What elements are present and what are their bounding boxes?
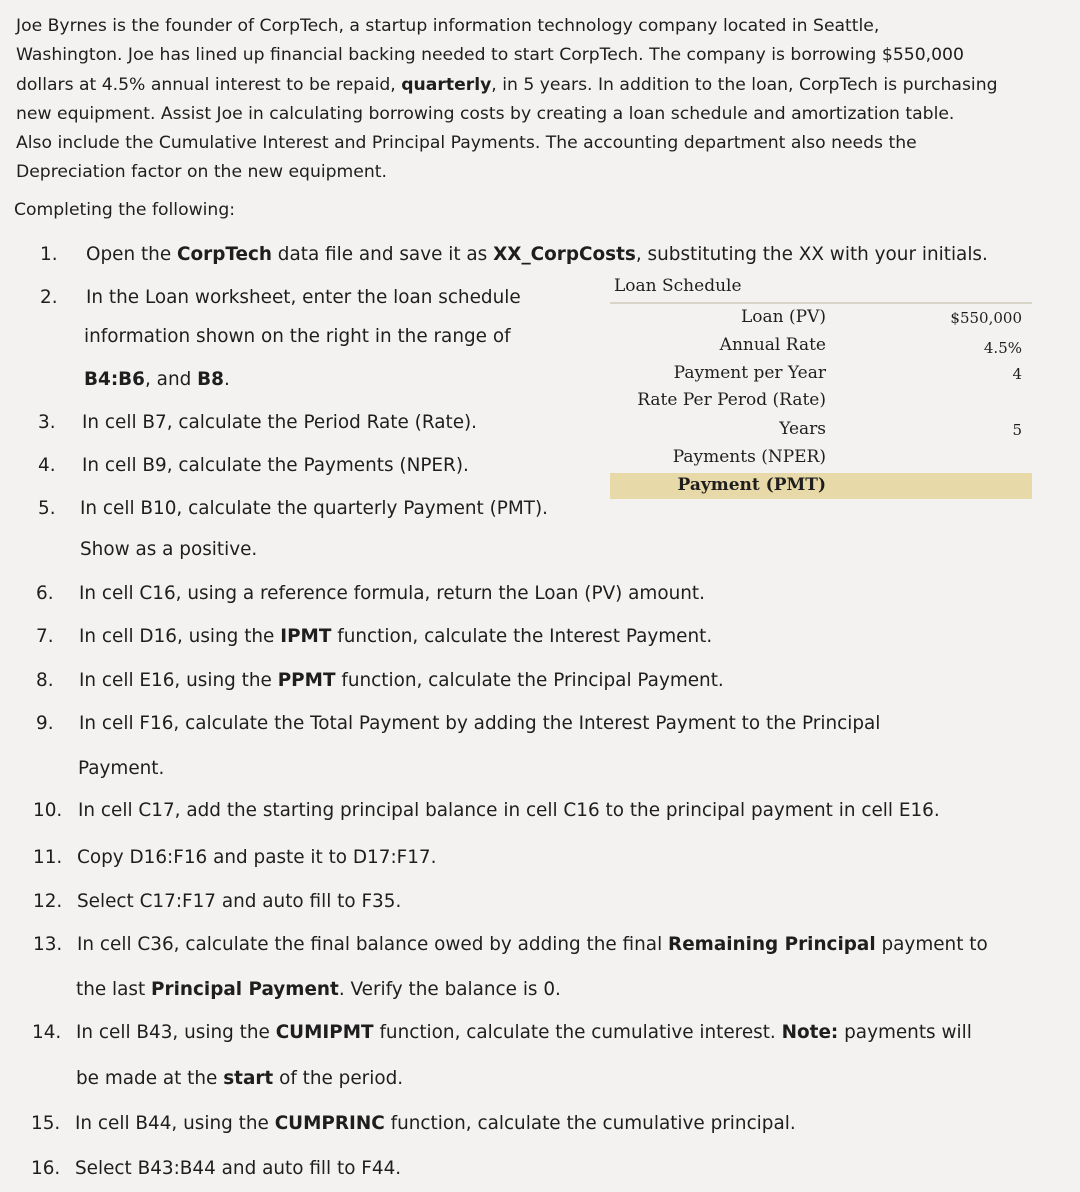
intro-text: dollars at 4.5% annual interest to be repaid, <box>16 74 402 95</box>
step-text: In the Loan worksheet, enter the loan schedule <box>86 287 521 308</box>
step-number: 2. <box>40 287 58 308</box>
step-text: In cell B10, calculate the quarterly Payment (PMT). <box>80 498 548 519</box>
step-text: Copy D16:F16 and paste it to D17:F17. <box>77 847 437 868</box>
bold-run: Note: <box>781 1022 839 1043</box>
loan-value: 4.5% <box>983 339 1022 357</box>
step-number: 13. <box>33 934 63 955</box>
text-run: function, calculate the cumulative interest. <box>373 1022 782 1043</box>
text-run: function, calculate the cumulative principal. <box>384 1113 796 1134</box>
step-2-line-3 <box>84 369 230 390</box>
step-number: 12. <box>33 891 63 912</box>
intro-line-6: Depreciation factor on the new equipment. <box>16 162 387 183</box>
bold-run: B4:B6 <box>84 369 145 390</box>
step-number: 7. <box>36 626 54 647</box>
loan-schedule-table <box>610 272 1032 500</box>
loan-label: Payments (NPER) <box>672 447 826 467</box>
step-text <box>79 669 724 693</box>
intro-line-2: Washington. Joe has lined up financial backing needed to start CorpTech. The company is borrowing $550,000 <box>16 45 964 66</box>
bold-run: PPMT <box>277 670 336 691</box>
step-text <box>77 933 988 957</box>
loan-schedule-title: Loan Schedule <box>614 276 742 296</box>
loan-label: Payment (PMT) <box>677 475 826 495</box>
loan-label: Payment per Year <box>673 363 826 383</box>
step-2-line-2: information shown on the right in the range of <box>84 326 511 347</box>
intro-line-4: new equipment. Assist Joe in calculating borrowing costs by creating a loan schedule and amortization table. <box>16 103 955 124</box>
step-number: 11. <box>33 847 63 868</box>
text-run: . Verify the balance is 0. <box>338 979 561 1000</box>
text-run: In cell E16, using the <box>79 670 278 691</box>
intro-bold-quarterly: quarterly <box>401 74 492 95</box>
step-5-line-2: Show as a positive. <box>80 539 258 560</box>
step-text: In cell C16, using a reference formula, return the Loan (PV) amount. <box>79 583 705 604</box>
loan-row-pmt <box>610 473 1032 499</box>
step-9-line-2: Payment. <box>78 758 165 779</box>
bold-run: CorpTech <box>177 244 272 265</box>
loan-row-rate-per-period <box>610 390 1032 418</box>
bold-run: start <box>223 1068 274 1089</box>
bold-run: CUMPRINC <box>274 1113 385 1134</box>
loan-label: Annual Rate <box>719 335 826 355</box>
step-13-line-2 <box>76 979 561 1000</box>
completing-heading: Completing the following: <box>14 200 236 220</box>
step-text: In cell B7, calculate the Period Rate (Rate). <box>82 412 478 433</box>
step-number: 16. <box>31 1158 61 1179</box>
step-number: 8. <box>36 670 54 691</box>
step-number: 6. <box>36 583 54 604</box>
text-run: , substituting the XX with your initials. <box>635 244 988 265</box>
step-number: 4. <box>38 455 56 476</box>
text-run: In cell B43, using the <box>76 1022 276 1043</box>
text-run: , and <box>144 369 198 390</box>
text-run: function, calculate the Interest Payment. <box>331 626 713 647</box>
text-run: of the period. <box>273 1068 404 1089</box>
text-run: In cell D16, using the <box>79 626 281 647</box>
text-run: data file and save it as <box>271 244 494 265</box>
loan-label: Rate Per Perod (Rate) <box>637 390 826 410</box>
step-number: 9. <box>36 713 54 734</box>
intro-line-1: Joe Byrnes is the founder of CorpTech, a startup information technology company located in Seattle, <box>16 16 880 36</box>
bold-run: Remaining Principal <box>668 934 876 955</box>
text-run: payments will <box>838 1022 972 1043</box>
loan-row-pv <box>610 306 1032 334</box>
text-run: be made at the <box>76 1068 224 1089</box>
step-text <box>76 1021 972 1045</box>
text-run: payment to <box>875 934 988 955</box>
bold-run: CUMIPMT <box>275 1022 374 1043</box>
text-run: In cell B44, using the <box>75 1113 275 1134</box>
step-number: 10. <box>33 800 63 821</box>
step-number: 3. <box>38 412 56 433</box>
step-text: Select C17:F17 and auto fill to F35. <box>77 891 402 912</box>
intro-line-3 <box>16 71 1026 100</box>
loan-value: $550,000 <box>950 309 1022 327</box>
text-run: function, calculate the Principal Payment. <box>335 670 724 691</box>
step-text: In cell C17, add the starting principal balance in cell C16 to the principal payment in cell E16. <box>78 800 940 821</box>
step-14-line-2 <box>76 1068 403 1089</box>
loan-row-nper <box>610 446 1032 474</box>
step-text: Select B43:B44 and auto fill to F44. <box>75 1158 402 1179</box>
loan-row-years <box>610 418 1032 446</box>
bold-run: IPMT <box>280 626 332 647</box>
step-text <box>86 243 988 267</box>
step-text: In cell F16, calculate the Total Payment by adding the Interest Payment to the Principal <box>79 713 881 734</box>
text-run: Open the <box>86 244 177 265</box>
step-text: In cell B9, calculate the Payments (NPER). <box>82 455 469 476</box>
loan-value: 4 <box>1012 365 1022 383</box>
step-number: 1. <box>40 244 58 265</box>
loan-label: Years <box>779 419 826 439</box>
loan-row-annual-rate <box>610 334 1032 362</box>
intro-paragraph <box>16 12 1026 188</box>
step-number: 15. <box>31 1113 61 1134</box>
text-run: the last <box>76 979 152 1000</box>
step-number: 14. <box>32 1022 62 1043</box>
loan-schedule-divider <box>610 302 1032 304</box>
loan-label: Loan (PV) <box>741 307 826 327</box>
step-number: 5. <box>38 498 56 519</box>
loan-value: 5 <box>1012 421 1022 439</box>
bold-run: B8 <box>197 369 224 390</box>
text-run: In cell C36, calculate the final balance owed by adding the final <box>77 934 669 955</box>
loan-row-payment-per-year <box>610 362 1032 390</box>
text-run: . <box>223 369 230 390</box>
bold-run: XX_CorpCosts <box>493 244 636 265</box>
bold-run: Principal Payment <box>151 979 339 1000</box>
intro-line-5: Also include the Cumulative Interest and Principal Payments. The accounting department also needs the <box>16 133 917 154</box>
step-text <box>79 625 712 649</box>
intro-text: , in 5 years. In addition to the loan, CorpTech is purchasing <box>491 74 998 95</box>
step-text <box>75 1112 796 1136</box>
